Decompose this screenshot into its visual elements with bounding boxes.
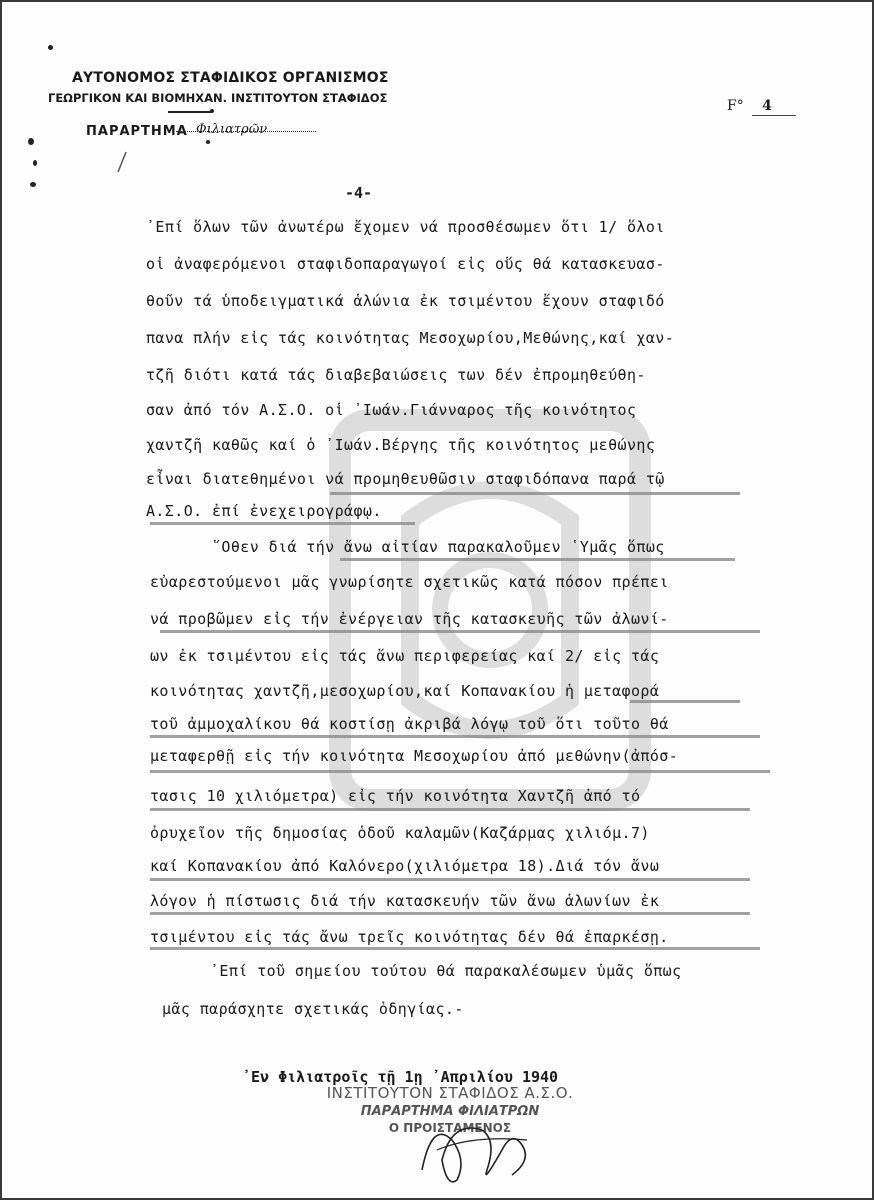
annex-value: Φιλιατρῶν (196, 122, 268, 137)
body-line: μᾶς παράσχητε σχετικάς ὁδηγίας.- (162, 1000, 464, 1018)
body-line: τσιμέντου εἰς τάς ἄνω τρεῖς κοινότητας δέν θά ἐπαρκέσῃ. (150, 928, 669, 946)
handwritten-signature (412, 1100, 542, 1190)
institute-name: ΓΕΩΡΓΙΚΟΝ ΚΑΙ ΒΙΟΜΗΧΑΝ. ΙΝΣΤΙΤΟΥΤΟΝ ΣΤΑΦΙΔΟΣ (48, 91, 388, 105)
body-line: κοινότητας χαντζῆ,μεσοχωρίου,καί Κοπανακίου ἡ μεταφορά (150, 682, 660, 700)
margin-mark (33, 160, 37, 166)
folio-number (727, 98, 772, 114)
annex-label: ΠΑΡΑΡΤΗΜΑ (86, 124, 188, 139)
folio-value: 4 (762, 98, 772, 114)
pen-stroke (112, 150, 132, 174)
pencil-underline (150, 947, 760, 950)
body-line: εἶναι διατεθημένοι νά προμηθευθῶσιν σταφιδόπανα παρά τῷ (146, 470, 665, 488)
body-line: καί Κοπανακίου ἀπό Καλόνερο(χιλιόμετρα 18).Διά τόν ἄνω (150, 857, 660, 875)
body-line: σαν ἀπό τόν Α.Σ.Ο. οἱ ᾽Ιωάν.Γιάνναρος τῆς κοινότητος (146, 401, 637, 419)
body-line: νά προβῶμεν εἰς τήν ἐνέργειαν τῆς κατασκευῆς τῶν ἁλωνί- (150, 610, 669, 628)
stamp-line-1: ΙΝΣΤΙΤΟΥΤΟΝ ΣΤΑΦΙΔΟΣ Α.Σ.Ο. (326, 1084, 574, 1102)
body-line: ὀρυχεῖον τῆς δημοσίας ὁδοῦ καλαμῶν(Καζάρμας χιλιόμ.7) (150, 824, 650, 842)
folio-underline (752, 115, 796, 116)
body-line: τοῦ ἀμμοχαλίκου θά κοστίσῃ ἀκριβά λόγῳ τοῦ ὅτι τοῦτο θά (150, 715, 669, 733)
body-line: οἱ ἀναφερόμενοι σταφιδοπαραγωγοί εἰς οὕς θά κατασκευασ- (146, 255, 665, 273)
body-line: λόγον ἡ πίστωσις διά τήν κατασκευήν τῶν ἄνω ἁλωνίων ἐκ (150, 892, 660, 910)
pencil-underline (150, 770, 770, 773)
margin-mark (48, 45, 53, 50)
body-line: θοῦν τά ὑποδειγματικά ἁλώνια ἐκ τσιμέντου ἔχουν σταφιδό (146, 292, 665, 310)
page-number: -4- (345, 184, 373, 202)
date-place-line: ᾽Εν Φιλιατροῖς τῇ 1ῃ ᾽Απριλίου 1940 (242, 1068, 559, 1086)
stamp-line-2: ΠΑΡΑΡΤΗΜΑ ΦΙΛΙΑΤΡΩΝ (360, 1104, 540, 1119)
pencil-underline (150, 912, 750, 915)
body-line: χαντζῆ καθῶς καί ὁ ᾽Ιωάν.Βέργης τῆς κοινότητος μεθώνης (146, 436, 656, 454)
stamp-line-3: Ο ΠΡΟΙΣΤΑΜΕΝΟΣ (388, 1121, 512, 1135)
header-divider-dot (210, 109, 214, 113)
body-line: ᾽Επί τοῦ σημείου τούτου θά παρακαλέσωμεν ὑμᾶς ὅπως (210, 962, 682, 980)
header-divider (168, 111, 212, 113)
pencil-underline (340, 558, 735, 561)
margin-mark (30, 182, 36, 187)
body-line: εὐαρεστούμενοι μᾶς γνωρίσητε σχετικῶς κατά πόσον πρέπει (150, 573, 669, 591)
body-line: ων ἐκ τσιμέντου εἰς τάς ἄνω περιφερείας καί 2/ εἰς τάς (150, 647, 660, 665)
pencil-underline (330, 492, 740, 495)
pencil-underline (150, 522, 415, 525)
header-divider-dot (206, 140, 210, 144)
organization-name: ΑΥΤΟΝΟΜΟΣ ΣΤΑΦΙΔΙΚΟΣ ΟΡΓΑΝΙΣΜΟΣ (72, 70, 389, 86)
pencil-underline (630, 700, 740, 703)
pencil-underline (150, 878, 750, 881)
body-line: πανα πλήν εἰς τάς κοινότητας Μεσοχωρίου,Μεθώνης,καί χαν- (146, 329, 675, 347)
pencil-underline (160, 630, 760, 633)
margin-mark (28, 138, 34, 145)
pencil-underline (150, 808, 750, 811)
pencil-underline (150, 735, 760, 738)
body-line: ῞Οθεν διά τήν ἄνω αἰτίαν παρακαλοῦμεν ῾Υμᾶς ὅπως (212, 538, 665, 556)
body-line: τασις 10 χιλιόμετρα) εἰς τήν κοινότητα Χαντζῆ ἀπό τό (150, 787, 641, 805)
folio-label: F° (727, 98, 744, 114)
body-line: τζῆ διότι κατά τάς διαβεβαιώσεις των δέν ἐπρομηθεύθη- (146, 366, 646, 384)
body-line: μεταφερθῇ εἰς τήν κοινότητα Μεσοχωρίου ἀπό μεθώνην(ἀπόσ- (150, 747, 679, 765)
body-line: Α.Σ.Ο. ἐπί ἐνεχειρογράφῳ. (146, 502, 382, 520)
body-line: ᾽Επί ὅλων τῶν ἀνωτέρω ἔχομεν νά προσθέσωμεν ὅτι 1/ ὅλοι (146, 218, 665, 236)
